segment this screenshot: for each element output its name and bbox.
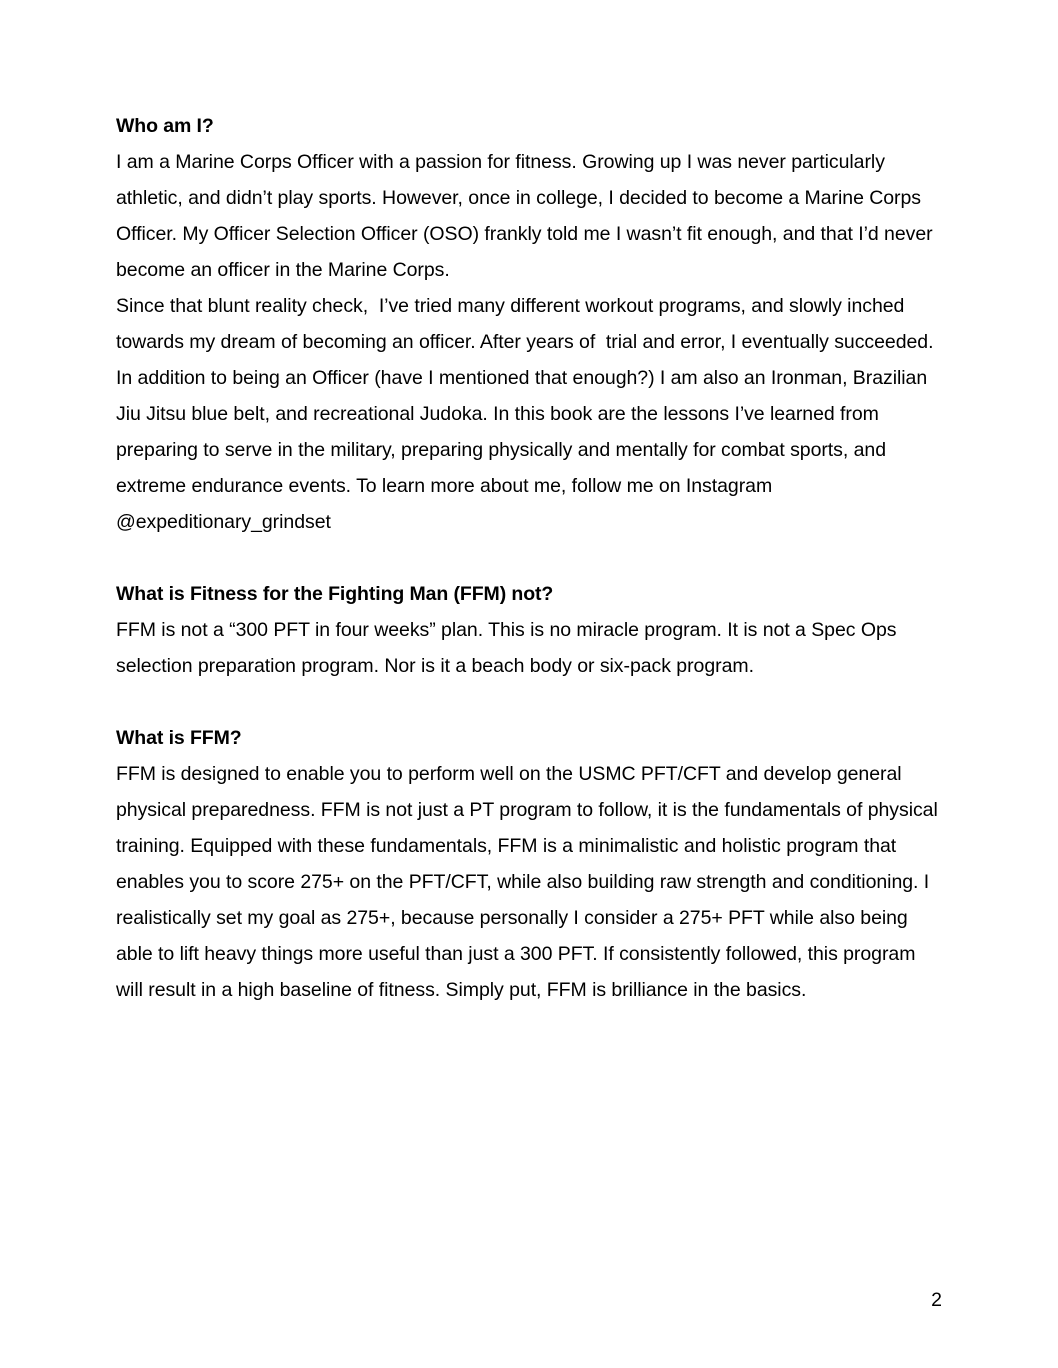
paragraph-what-is-ffm-1: FFM is designed to enable you to perform well on the USMC PFT/CFT and develop general physical preparedness. FFM is not just a PT program to follow, it is the fundamentals of physical training. Equipped with these fundamentals, FFM is a minimalistic and holistic program that enables you to score 275+ on the PFT/CFT, while also building raw strength and conditioning. I realistically set my goal as 275+, because personally I consider a 275+ PFT while also being able to lift heavy things more useful than just a 300 PFT. If consistently followed, this program will result in a high baseline of fitness. Simply put, FFM is brilliance in the basics. xyxy=(116,763,944,1001)
paragraph-who-am-i-2: Since that blunt reality check, I’ve tried many different workout programs, and slowly inched towards my dream of becoming an officer. After years of trial and error, I eventually succeeded. xyxy=(116,295,934,353)
paragraph-who-am-i-1: I am a Marine Corps Officer with a passion for fitness. Growing up I was never particularly athletic, and didn’t play sports. However, once in college, I decided to become a Marine Corps Officer. My Officer Selection Officer (OSO) frankly told me I wasn’t fit enough, and that I’d never become an officer in the Marine Corps. xyxy=(116,151,938,281)
section-spacer-2 xyxy=(116,684,944,720)
section-heading-who-am-i: Who am I? xyxy=(116,115,214,137)
paragraph-what-is-ffm-not-1: FFM is not a “300 PFT in four weeks” plan. This is no miracle program. It is not a Spec Ops selection preparation program. Nor is it a beach body or six-pack program. xyxy=(116,619,902,677)
section-heading-what-is-ffm: What is FFM? xyxy=(116,727,242,749)
section-heading-what-is-ffm-not: What is Fitness for the Fighting Man (FFM) not? xyxy=(116,583,554,605)
page-number: 2 xyxy=(931,1289,942,1311)
document-body xyxy=(116,108,944,1008)
paragraph-who-am-i-3: In addition to being an Officer (have I mentioned that enough?) I am also an Ironman, Brazilian Jiu Jitsu blue belt, and recreational Judoka. In this book are the lessons I’ve learned from preparing to serve in the military, preparing physically and mentally for combat sports, and extreme endurance events. To learn more about me, follow me on Instagram @expeditionary_grindset xyxy=(116,367,933,533)
section-spacer-1 xyxy=(116,540,944,576)
